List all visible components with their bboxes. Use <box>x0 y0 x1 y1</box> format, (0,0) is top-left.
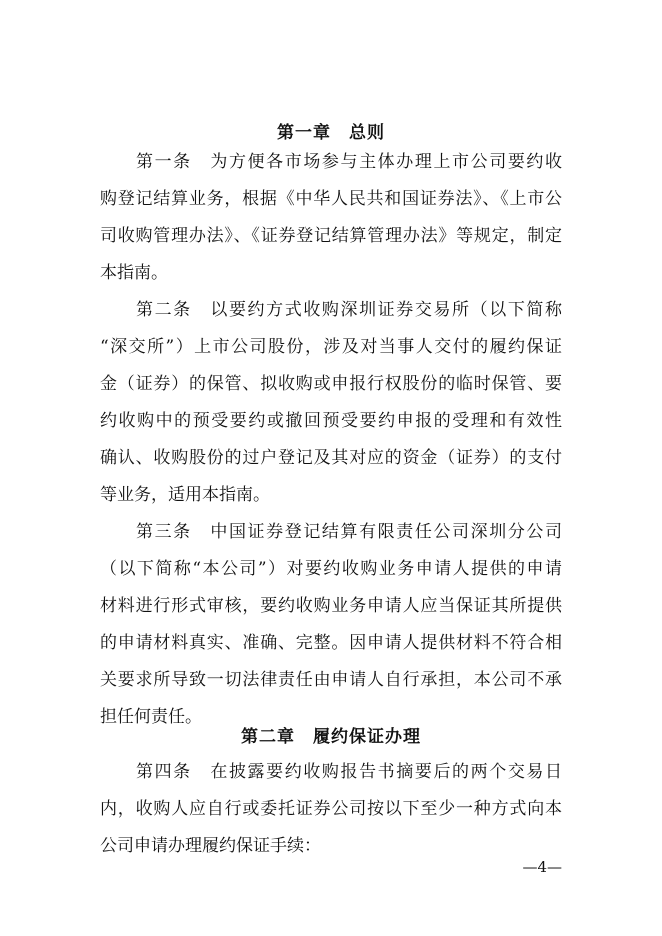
article-3-line-2: （以下简称“本公司”）对要约收购业务申请人提供的申请 <box>100 559 562 579</box>
article-3-line-3: 材料进行形式审核，要约收购业务申请人应当保证其所提供 <box>100 596 562 616</box>
article-3-line-1: 第三条 中国证券登记结算有限责任公司深圳分公司 <box>136 522 562 542</box>
article-2-line-3: 金（证券）的保管、拟收购或申报行权股份的临时保管、要 <box>100 374 562 394</box>
article-4-line-1: 第四条 在披露要约收购报告书摘要后的两个交易日 <box>136 762 562 782</box>
article-3-line-4: 的申请材料真实、准确、完整。因申请人提供材料不符合相 <box>100 633 562 653</box>
article-1-line-3: 司收购管理办法》、《证券登记结算管理办法》等规定，制定 <box>100 226 562 246</box>
chapter-2-title: 第二章 履约保证办理 <box>241 727 421 747</box>
article-1-line-2: 购登记结算业务，根据《中华人民共和国证券法》、《上市公 <box>100 189 562 209</box>
chapter-1-title: 第一章 总则 <box>277 123 385 143</box>
article-2-line-4: 约收购中的预受要约或撤回预受要约申报的受理和有效性 <box>100 411 562 431</box>
article-2-line-5: 确认、收购股份的过户登记及其对应的资金（证券）的支付 <box>100 448 562 468</box>
article-1-line-1: 第一条 为方便各市场参与主体办理上市公司要约收 <box>136 152 562 172</box>
article-4-line-2: 内，收购人应自行或委托证券公司按以下至少一种方式向本 <box>100 799 562 819</box>
article-3-line-6: 担任何责任。 <box>100 707 202 727</box>
article-1-line-4: 本指南。 <box>100 263 168 283</box>
article-2-line-1: 第二条 以要约方式收购深圳证券交易所（以下简称 <box>136 300 562 320</box>
article-2-line-2: “深交所”）上市公司股份，涉及对当事人交付的履约保证 <box>100 337 562 357</box>
article-2-line-6: 等业务，适用本指南。 <box>100 485 270 505</box>
page-number: —4— <box>522 858 562 876</box>
article-3-line-5: 关要求所导致一切法律责任由申请人自行承担，本公司不承 <box>100 670 562 690</box>
article-4-line-3: 公司申请办理履约保证手续： <box>100 836 321 856</box>
